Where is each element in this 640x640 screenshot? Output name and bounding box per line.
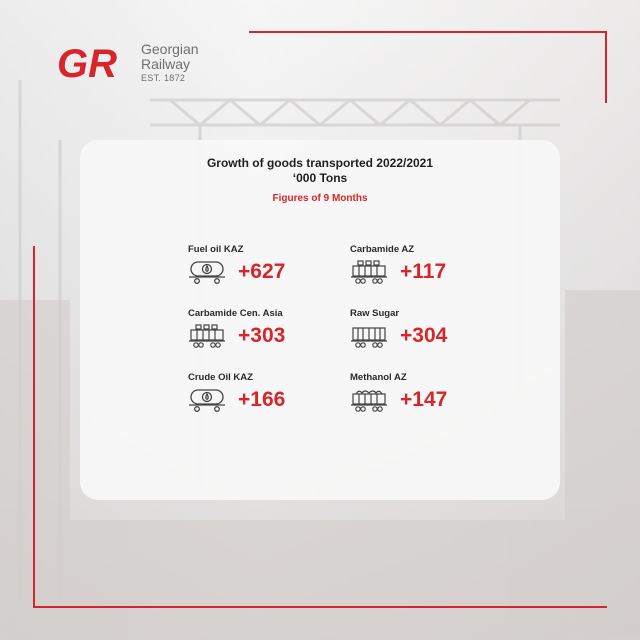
cargo-label: Crude Oil KAZ: [188, 372, 253, 383]
frame-line-bottom: [33, 606, 607, 608]
gr-logo-icon: [57, 45, 135, 81]
tank-wagon-icon: [188, 388, 226, 412]
frame-line-top: [249, 31, 607, 33]
frame-line-left: [33, 246, 35, 608]
cargo-item-carbamide-cen-asia: [188, 308, 348, 368]
card-title-line1: Growth of goods transported 2022/2021: [206, 156, 434, 170]
boxcar-wagon-icon: [350, 324, 388, 348]
hopper-wagon-icon: [188, 324, 226, 348]
cargo-value: +303: [238, 324, 286, 347]
cargo-label: Methanol AZ: [350, 372, 407, 383]
card-subtitle: Figures of 9 Months: [272, 193, 368, 204]
cargo-value: +304: [400, 324, 448, 347]
cargo-label: Fuel oil KAZ: [188, 244, 244, 255]
svg-text:GR: GR: [57, 44, 117, 81]
cargo-item-carbamide-az: [350, 244, 510, 304]
georgian-railway-logo[interactable]: [57, 42, 199, 83]
coal-wagon-icon: [350, 388, 388, 412]
cargo-label: Carbamide Cen. Asia: [188, 308, 283, 319]
brand-name-line2: Railway: [141, 56, 191, 72]
card-title: [80, 156, 560, 186]
info-card: [80, 140, 560, 500]
cargo-item-raw-sugar: [350, 308, 510, 368]
frame-line-right: [605, 31, 607, 103]
cargo-item-crude-oil-kaz: [188, 372, 348, 432]
cargo-value: +166: [238, 388, 286, 411]
brand-established: EST. 1872: [141, 73, 186, 83]
brand-name-line1: Georgian: [141, 41, 199, 57]
cargo-item-fuel-oil-kaz: [188, 244, 348, 304]
cargo-label: Carbamide AZ: [350, 244, 415, 255]
cargo-item-methanol-az: [350, 372, 510, 432]
hopper-wagon-icon: [350, 260, 388, 284]
cargo-value: +147: [400, 388, 448, 411]
cargo-value: +117: [400, 260, 447, 283]
tank-wagon-icon: [188, 260, 226, 284]
cargo-value: +627: [238, 260, 286, 283]
cargo-label: Raw Sugar: [350, 308, 400, 319]
card-title-line2: ‘000 Tons: [292, 171, 348, 185]
